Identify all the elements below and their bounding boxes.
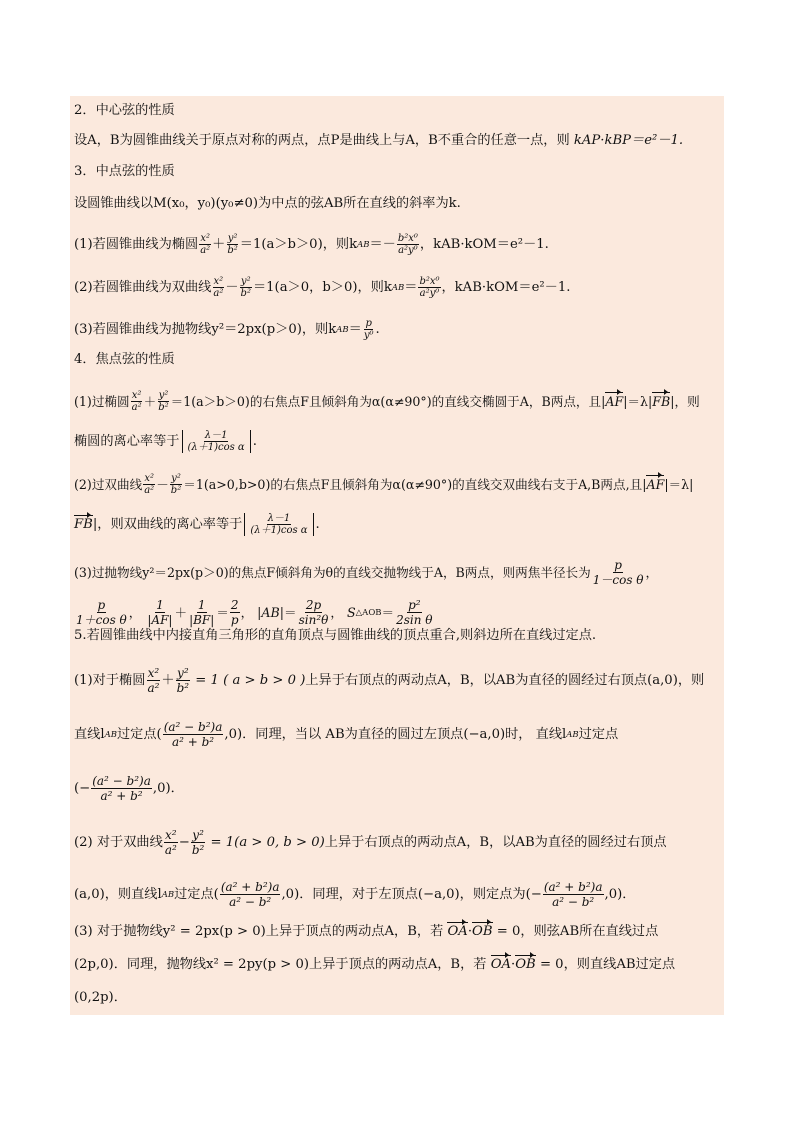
- section-3-item-1: (1)若圆锥曲线为椭圆 $\frac{\text{x²}}{\text{a²}}$ ＋ $\frac{\text{y²}}{\text{b²}}$ ＝1(a＞b＞0)，则k AB ＝－ $\frac{\text{b²x⁰}}{\text{a²y⁰}}$ ，kAB·kOM＝e²－1.: [74, 233, 549, 256]
- section-3-item-2: (2)若圆锥曲线为双曲线 $\frac{\text{x²}}{\text{a²}}$ － $\frac{\text{y²}}{\text{b²}}$ ＝1(a＞0，b＞0)，则k AB ＝ $\frac{\text{b²x⁰}}{\text{a²y⁰}}$ ，kAB·kOM＝e²－1.: [74, 276, 571, 299]
- section-4-item-3a: (3)过抛物线y²＝2px(p＞0)的焦点F倾斜角为θ的直线交抛物线于A，B两点，则两焦半径长为 $\frac{p}{\text{1－cos θ}}$ ，: [74, 558, 659, 587]
- section-2-text: 设A，B为圆锥曲线关于原点对称的两点，点P是曲线上与A，B不重合的任意一点，则 kAP·kBP＝e²－1.: [74, 133, 684, 148]
- section-4-item-2a: (2)过双曲线 $\frac{\text{x²}}{\text{a²}}$ － $\frac{\text{y²}}{\text{b²}}$ ＝1(a>0,b>0)的右焦点F且倾斜角为α(α≠90°)的直线交双曲线右支于A,B两点,且| AF |＝λ|: [74, 473, 694, 496]
- section-4-item-2b: FB |，则双曲线的离心率等于 $\frac{\lambda-1}{\text{(λ＋1)cos α}}$ .: [74, 513, 320, 536]
- slope-product: kAP·kBP＝e²－1.: [573, 133, 684, 148]
- section-5-p1-line2: 直线l AB 过定点( $\frac{\text{(a² − b²)a}}{\text{a² + b²}}$ ,0)．同理，当以 AB为直径的圆过左顶点(−a,0)时， 直线l AB 过定点: [74, 720, 619, 749]
- section-4-item-3b: $\frac{p}{\text{1＋cos θ}}$ ， $\frac{1}{|AF|}$ ＋ $\frac{1}{|BF|}$ ＝ $\frac{2}{p}$ ， | AB |＝ $\frac{2p}{\text{sin²θ}}$ ， S △AOB ＝ $\frac{\text{p²}}{\text{2sin θ}}$: [76, 598, 433, 627]
- section-3-intro: 设圆锥曲线以M(x₀，y₀)(y₀≠0)为中点的弦AB所在直线的斜率为k.: [74, 196, 461, 211]
- section-5-p3-line3: (0,2p)．: [74, 990, 127, 1005]
- section-3-heading: 3．中点弦的性质: [74, 164, 175, 179]
- section-5-p3-line2: (2p,0)．同理，抛物线x² = 2py(p > 0)上异于顶点的两动点A，B，若 OA · OB = 0 ，则直线AB过定点: [74, 957, 676, 972]
- section-4-item-1b: 椭圆的离心率等于 $\frac{\lambda-1}{\text{(λ＋1)cos α}}$ .: [74, 430, 257, 453]
- section-4-heading: 4．焦点弦的性质: [74, 352, 175, 367]
- section-5-p1-line3: (− $\frac{\text{(a² − b²)a}}{\text{a² + b²}}$ ,0)．: [74, 774, 184, 803]
- section-5-p2-line2: (a,0)，则直线l AB 过定点( $\frac{\text{(a² + b²)a}}{\text{a² − b²}}$ ,0)．同理，对于左顶点(−a,0)，则定点为(− $\frac{\text{(a² + b²)a}}{\text{a² − b²}}$ ,0)．: [74, 880, 636, 909]
- section-4-item-1a: (1)过椭圆 $\frac{\text{x²}}{\text{a²}}$ ＋ $\frac{\text{y²}}{\text{b²}}$ ＝1(a＞b＞0)的右焦点F且倾斜角为α(α≠90°)的直线交椭圆于A，B两点，且| AF |＝λ| FB |，则: [74, 390, 700, 413]
- section-3-item-3: (3)若圆锥曲线为抛物线y²＝2px(p＞0)，则k AB ＝ $\frac{p}{\text{y⁰}}$ .: [74, 318, 380, 341]
- section-2-heading: 2．中心弦的性质: [74, 103, 175, 118]
- section-5-p3-line1: (3) 对于抛物线y² = 2px(p > 0)上异于顶点的两动点A，B，若 OA · OB = 0 ，则弦AB所在直线过点: [74, 924, 659, 939]
- section-5-p2-line1: (2) 对于双曲线 $\frac{\text{x²}}{\text{a²}}$ − $\frac{\text{y²}}{\text{b²}}$ = 1(a > 0, b > 0) 上异于右顶点的两动点A，B，以AB为直径的圆经过右顶点: [74, 828, 667, 857]
- section-5-p1-line1: (1)对于椭圆 $\frac{\text{x²}}{\text{a²}}$ ＋ $\frac{\text{y²}}{\text{b²}}$ = 1 ( a > b > 0 ) 上异于右顶点的两动点A，B，以AB为直径的圆经过右顶点(a,0)，则: [74, 666, 705, 695]
- section-5-heading: 5.若圆锥曲线中内接直角三角形的直角顶点与圆锥曲线的顶点重合,则斜边所在直线过定点.: [74, 628, 597, 643]
